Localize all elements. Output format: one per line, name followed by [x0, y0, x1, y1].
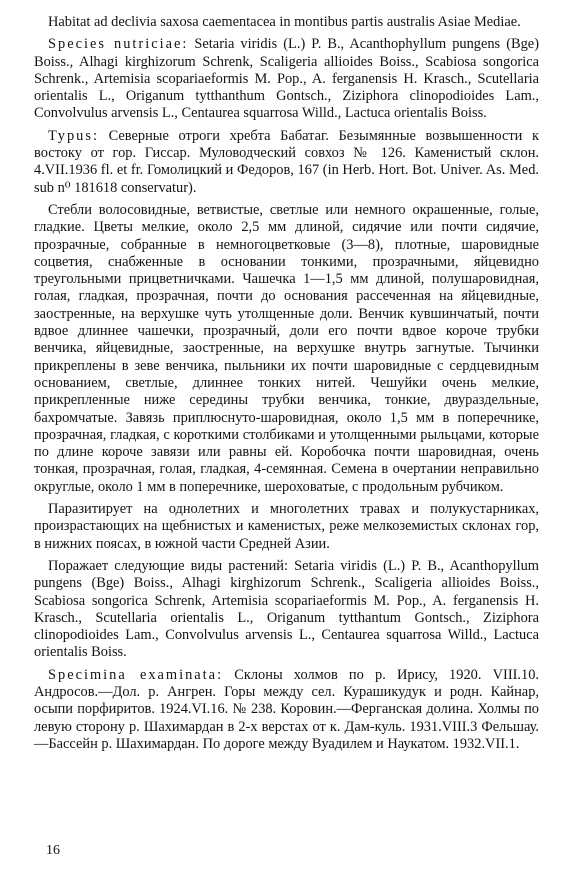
- paragraph-body: Поражает следующие виды растений: Setaria viridis (L.) P. B., Acanthopyllum pungens (Bge) Boiss., Alhagi kirghizorum Schrenk., Scaligeria allioides Boiss., Scabiosa songorica Schrenk, Artemisia scopariaeformis M. Pop., A. ferganensis H. Krasch., Scutellaria orientalis L., Origanum tytthantum Gontsch., Ziziphora clinopodioides Lam., Convolvulus arvensis L., Centaurea squarrosa Willd., Lactuca orientalis Boiss.: [34, 557, 539, 661]
- paragraph-body: Стебли волосовидные, ветвистые, светлые или немного окрашенные, голые, гладкие. Цветы мелкие, около 2,5 мм длиной, сидячие или почти сидячие, прозрачные, собранные в немногоцветковые (3—8), плотные, шаровидные соцветия, снабженные в основании тонкими, прозрачными, яйцевидно треугольными прицветничками. Чашечка 1—1,5 мм длиной, полушаровидная, голая, гладкая, прозрачная, почти до основания рассеченная на яйцевидные, заостренные, на верхушке чуть утолщенные доли. Венчик кувшинчатый, почти вдвое длиннее чашечки, прозрачный, доли его почти вдвое короче трубки венчика, яйцевидные, заостренные, на верхушке внутрь загнутые. Тычинки прикреплены в зеве венчика, пыльники их почти шаровидные с сердцевидным основанием, светлые, длиннее тонких нитей. Чешуйки очень мелкие, прикрепленные ниже середины трубки венчика, тонкие, двураздельные, бахромчатые. Завязь приплюснуто-шаровидная, около 1,5 мм в поперечнике, прозрачная, гладкая, с короткими столбиками и утолщенными рыльцами, которые по длине короче завязи или равны ей. Коробочка почти шаровидная, очень тонкая, прозрачная, голая, гладкая, 4-семянная. Семена в очертании неправильно округлые, около 1 мм в поперечнике, шероховатые, с продольным рубчиком.: [34, 201, 539, 495]
- habitat-paragraph: [34, 14, 539, 31]
- parasitism-paragraph: [34, 501, 539, 553]
- paragraph-body: Склоны холмов по р. Ирису, 1920. VIII.10. Андросов.—Дол. р. Ангрен. Горы между сел. Курашикудук и родн. Кайнар, осыпи порфиритов. 1924.VI.16. № 238. Коровин.—Ферганская долина. Холмы по левую сторону р. Шахимардан в 2-х верстах от к. Дам-куль. 1931.VIII.3 Фельшау.—Бассейн р. Шахимардан. По дороге между Вуадилем и Наукатом. 1932.VII.1.: [34, 666, 539, 752]
- morphology-description-paragraph: [34, 202, 539, 496]
- type-specimen-paragraph: [34, 128, 539, 197]
- host-species-latin-paragraph: [34, 36, 539, 122]
- paragraph-lead: Species nutriciae:: [48, 36, 189, 53]
- paragraph-body: Habitat ad declivia saxosa caementacea in montibus partis australis Asiae Mediae.: [48, 14, 521, 30]
- page-number: 16: [46, 843, 60, 858]
- paragraph-body: Setaria viridis (L.) P. B., Acanthophyllum pungens (Bge) Boiss., Alhagi kirghizorum Schrenk, Scaligeria allioides Boiss., Scabiosa songorica Schrenk., Artemisia scopariaeformis M. Pop., A. ferganensis H. Krasch., Scutellaria orientalis L., Origanum tytthanthum Gontsch., Ziziphora clinopodioides Lam., Convolvulus arvensis L., Centaurea squarrosa Willd., Lactuca orientalis Boiss.: [34, 36, 539, 122]
- paragraph-body: Северные отроги хребта Бабатаг. Безымянные возвышенности к востоку от гор. Гиссар. Муловодческий совхоз № 126. Каменистый склон. 4.VII.1936 fl. et fr. Гомолицкий и Федоров, 167 (in Herb. Hort. Bot. Univer. As. Med. sub n⁰ 181618 conservatur).: [34, 127, 539, 196]
- paragraph-lead: Typus:: [48, 127, 99, 144]
- affected-species-paragraph: [34, 558, 539, 662]
- examined-specimens-paragraph: [34, 667, 539, 753]
- paragraph-lead: Specimina examinata:: [48, 666, 224, 683]
- paragraph-body: Паразитирует на однолетних и многолетних травах и полукустарниках, произрастающих на щебнистых и каменистых, реже мелкоземистых склонах гор, в нижних поясах, в южной части Средней Азии.: [34, 501, 539, 552]
